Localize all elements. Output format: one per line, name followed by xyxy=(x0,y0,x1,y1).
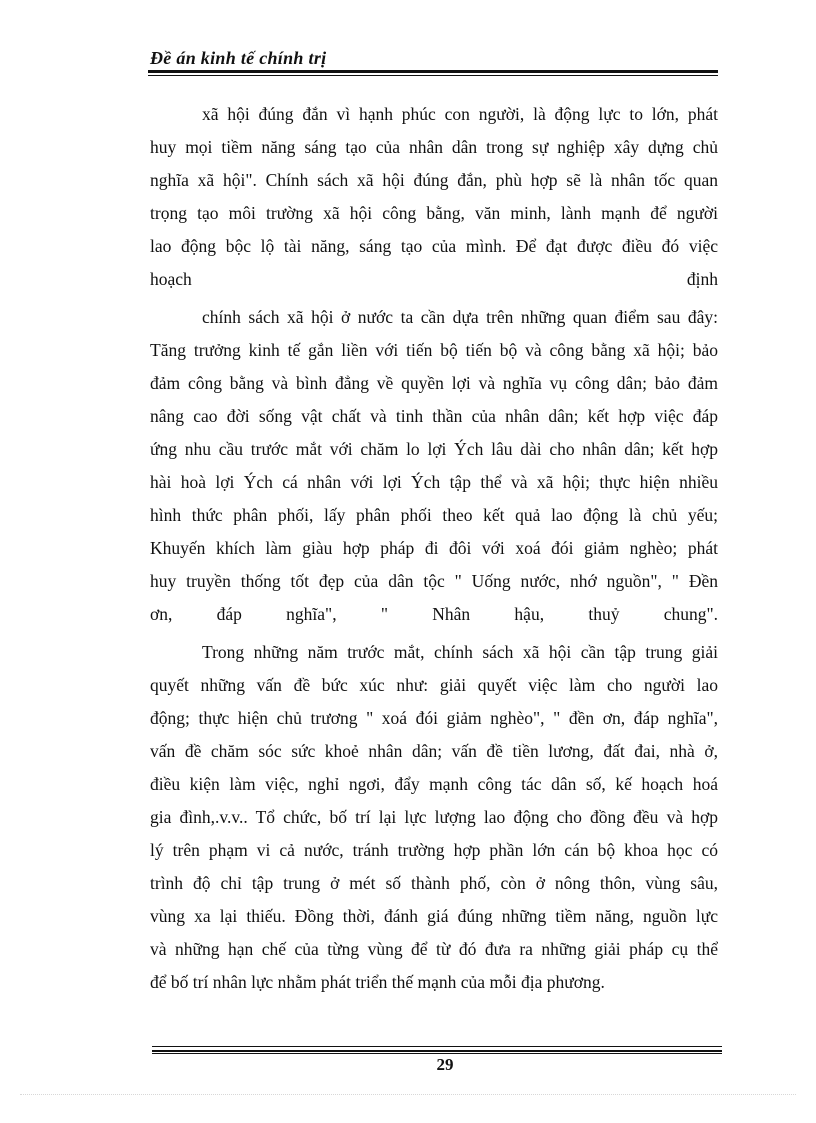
text-line: trọng tạo môi trường xã hội công bằng, văn minh, lành mạnh để người xyxy=(150,203,718,223)
footer-rule xyxy=(152,1046,722,1052)
page-edge-divider xyxy=(20,1094,796,1095)
text-line: để bố trí nhân lực nhằm phát triển thế mạnh của mỗi địa phương. xyxy=(150,972,605,992)
text-line: lý trên phạm vi cả nước, tránh trường hợp phần lớn cán bộ khoa học có xyxy=(150,840,718,860)
text-line: nâng cao đời sống vật chất và tinh thần của nhân dân; kết hợp việc đáp xyxy=(150,406,718,426)
text-line: hình thức phân phối, lấy phân phối theo kết quả lao động là chủ yếu; xyxy=(150,505,718,525)
paragraph xyxy=(150,301,718,631)
text-line: chính sách xã hội ở nước ta cần dựa trên những quan điểm sau đây: xyxy=(202,307,718,327)
text-line: lao động bộc lộ tài năng, sáng tạo của mình. Để đạt được điều đó việc xyxy=(150,236,718,256)
text-line: và những hạn chế của từng vùng để từ đó đưa ra những giải pháp cụ thể xyxy=(150,939,718,959)
text-line: ứng nhu cầu trước mắt với chăm lo lợi Ých lâu dài cho nhân dân; kết hợp xyxy=(150,439,718,459)
text-line: Khuyến khích làm giàu hợp pháp đi đôi với xoá đói giảm nghèo; phát xyxy=(150,538,718,558)
text-line: Tăng trưởng kinh tế gắn liền với tiến bộ tiến bộ và công bằng xã hội; bảo xyxy=(150,340,718,360)
page-number: 29 xyxy=(436,1055,454,1074)
footer-rule-inner xyxy=(152,1053,722,1054)
text-line: huy mọi tiềm năng sáng tạo của nhân dân trong sự nghiệp xây dựng chủ xyxy=(150,137,718,157)
text-line: trình độ chỉ tập trung ở mét số thành phố, còn ở nông thôn, vùng sâu, xyxy=(150,873,718,893)
document-title: Đề án kinh tế chính trị xyxy=(150,48,327,68)
text-line: quyết những vấn đề bức xúc như: giải quyết việc làm cho người lao xyxy=(150,675,718,695)
text-line: xã hội đúng đắn vì hạnh phúc con người, là động lực to lớn, phát xyxy=(202,104,718,124)
paragraph xyxy=(150,636,718,999)
text-line: Trong những năm trước mắt, chính sách xã hội cần tập trung giải xyxy=(202,642,718,662)
text-line: huy truyền thống tốt đẹp của dân tộc " Uống nước, nhớ nguồn", " Đền xyxy=(150,571,718,591)
text-line: vùng xa lại thiếu. Đồng thời, đánh giá đúng những tiềm năng, nguồn lực xyxy=(150,906,718,926)
text-line: đảm công bằng và bình đẳng về quyền lợi và nghĩa vụ công dân; bảo đảm xyxy=(150,373,718,393)
text-line: hoạch định xyxy=(150,269,718,289)
header-rule xyxy=(148,70,718,76)
text-line: vấn đề chăm sóc sức khoẻ nhân dân; vấn đề tiền lương, đất đai, nhà ở, xyxy=(150,741,718,761)
text-line: gia đình,.v.v.. Tổ chức, bố trí lại lực lượng lao động cho đồng đều và hợp xyxy=(150,807,718,827)
text-line: động; thực hiện chủ trương " xoá đói giảm nghèo", " đền ơn, đáp nghĩa", xyxy=(150,708,718,728)
text-line: hài hoà lợi Ých cá nhân với lợi Ých tập thể và xã hội; thực hiện nhiều xyxy=(150,472,718,492)
text-line: ơn, đáp nghĩa", " Nhân hậu, thuỷ chung". xyxy=(150,604,718,624)
text-line: điều kiện làm việc, nghỉ ngơi, đẩy mạnh công tác dân số, kế hoạch hoá xyxy=(150,774,718,794)
document-body xyxy=(150,98,718,999)
text-line: nghĩa xã hội". Chính sách xã hội đúng đắn, phù hợp sẽ là nhân tốc quan xyxy=(150,170,718,190)
paragraph xyxy=(150,98,718,296)
